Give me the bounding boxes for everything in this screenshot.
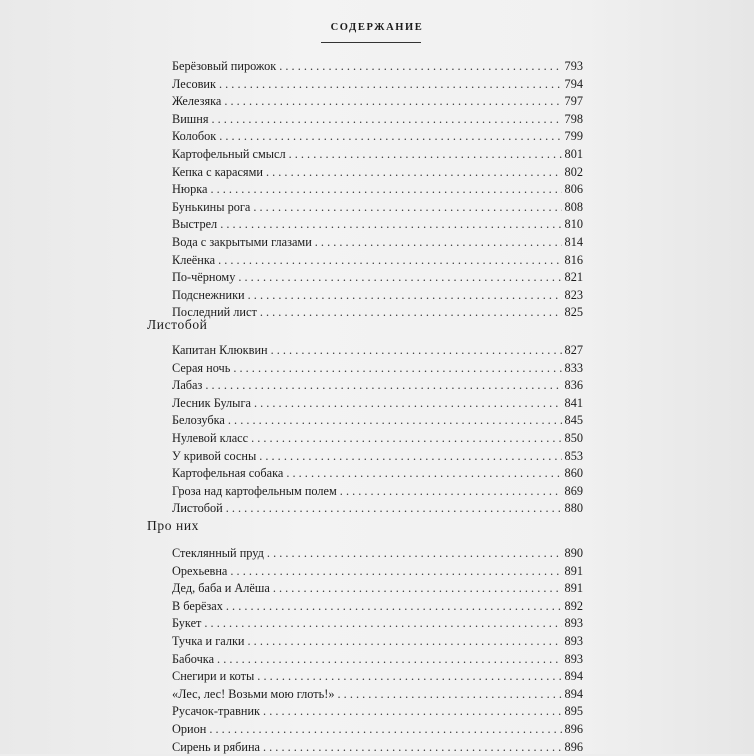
toc-entry: [172, 286, 583, 304]
toc-entry-title: Сирень и рябина: [172, 739, 260, 754]
toc-entry-title: В берёзах: [172, 598, 223, 613]
dot-leader: [248, 286, 562, 304]
toc-entry-title: Железяка: [172, 94, 222, 109]
toc-entry-page-number: 802: [564, 164, 583, 179]
toc-entry: [172, 75, 583, 93]
toc-entry: [172, 597, 583, 615]
toc-entry: [172, 562, 583, 580]
toc-entry-title: Белозубка: [172, 413, 225, 428]
toc-entry-page-number: 814: [564, 235, 583, 249]
dot-leader: [219, 75, 562, 93]
toc-entry-title: Клеёнка: [172, 252, 216, 267]
section-title: Листобой: [147, 317, 208, 332]
toc-entry-page-number: 893: [564, 634, 583, 648]
dot-leader: [338, 685, 562, 703]
toc-entry: [172, 499, 583, 517]
dot-leader: [263, 738, 562, 756]
toc-entry-page-number: 799: [564, 129, 583, 144]
dot-leader: [267, 544, 562, 562]
toc-entry-page-number: 845: [564, 413, 583, 428]
dot-leader: [266, 163, 562, 181]
dot-leader: [273, 579, 562, 597]
dot-leader: [257, 667, 561, 685]
toc-entry: [172, 92, 583, 110]
toc-entry: [172, 341, 583, 359]
toc-entry-page-number: 827: [564, 343, 583, 357]
toc-entry: [172, 145, 583, 163]
toc-entry-title: Лабаз: [172, 378, 203, 393]
dot-leader: [224, 92, 561, 110]
toc-entry-page-number: 890: [564, 546, 583, 560]
dot-leader: [263, 702, 562, 720]
toc-entry: [172, 198, 583, 216]
toc-entry-title: Картофельный смысл: [172, 147, 286, 161]
toc-entry: [172, 411, 583, 429]
toc-entry-page-number: 823: [564, 287, 583, 302]
toc-entry-page-number: 850: [564, 431, 583, 445]
toc-entry: [172, 268, 583, 286]
toc-entry-page-number: 869: [564, 483, 583, 498]
toc-entry: [172, 702, 583, 720]
toc-entry-title: Серая ночь: [172, 360, 231, 375]
toc-entry-title: Кепка с карасями: [172, 164, 263, 179]
toc-entry-title: Капитан Клюквин: [172, 343, 268, 357]
toc-entry: [172, 303, 583, 321]
toc-entry: [172, 614, 583, 632]
dot-leader: [230, 562, 561, 580]
toc-entry-title: Стеклянный пруд: [172, 546, 264, 560]
toc-entry-title: Подснежники: [172, 287, 245, 302]
dot-leader: [226, 597, 562, 615]
toc-entry-page-number: 894: [564, 669, 583, 684]
toc-entry: [172, 57, 583, 75]
toc-entry-title: Тучка и галки: [172, 634, 245, 648]
toc-entry-page-number: 806: [564, 182, 583, 197]
dot-leader: [279, 57, 561, 75]
dot-leader: [238, 268, 561, 286]
toc-entry: [172, 180, 583, 198]
dot-leader: [210, 180, 561, 198]
toc-entry-page-number: 896: [564, 739, 583, 754]
toc-entry-title: Бабочка: [172, 651, 215, 666]
toc-entry-title: Нулевой класс: [172, 431, 249, 445]
toc-entry-title: Вода с закрытыми глазами: [172, 235, 312, 249]
toc-entry-page-number: 821: [564, 270, 583, 285]
dot-leader: [286, 464, 561, 482]
toc-entry-title: Снегири и коты: [172, 669, 255, 684]
toc-entry-page-number: 896: [564, 722, 583, 736]
dot-leader: [260, 303, 562, 321]
toc-entry-page-number: 825: [564, 305, 583, 320]
dot-leader: [226, 499, 562, 517]
dot-leader: [289, 145, 562, 163]
toc-entry-page-number: 810: [564, 217, 583, 232]
toc-entry-page-number: 894: [564, 686, 583, 701]
toc-entry-title: Бунькины рога: [172, 199, 251, 214]
toc-entry-title: «Лес, лес! Возьми мою глоть!»: [172, 686, 335, 701]
dot-leader: [248, 632, 562, 650]
dot-leader: [219, 127, 561, 145]
toc-entry-page-number: 836: [564, 378, 583, 393]
dot-leader: [212, 110, 562, 128]
dot-leader: [218, 251, 561, 269]
toc-entry: [172, 359, 583, 377]
toc-entry-page-number: 880: [564, 501, 583, 516]
toc-entry: [172, 544, 583, 562]
dot-leader: [271, 341, 562, 359]
dot-leader: [228, 411, 562, 429]
toc-entry: [172, 650, 583, 668]
toc-entry-page-number: 798: [564, 111, 583, 126]
toc-entry-page-number: 833: [564, 360, 583, 375]
toc-entry-title: Гроза над картофельным полем: [172, 483, 337, 498]
toc-entry-title: Лесовик: [172, 76, 216, 91]
dot-leader: [251, 429, 561, 447]
toc-entry: [172, 447, 583, 465]
toc-entry: [172, 720, 583, 738]
toc-entry: [172, 579, 583, 597]
toc-entry-page-number: 794: [564, 76, 583, 91]
page-header-title: СОДЕРЖАНИЕ: [330, 22, 424, 33]
toc-entry-title: Выстрел: [172, 217, 218, 232]
toc-entry: [172, 394, 583, 412]
toc-entry: [172, 251, 583, 269]
toc-entry: [172, 215, 583, 233]
toc-entry-title: Листобой: [172, 501, 223, 516]
toc-entry: [172, 163, 583, 181]
toc-entry-page-number: 860: [564, 466, 583, 481]
toc-entry-page-number: 797: [564, 94, 583, 109]
dot-leader: [204, 614, 561, 632]
dot-leader: [259, 447, 561, 465]
toc-entry: [172, 233, 583, 251]
dot-leader: [205, 376, 561, 394]
toc-entry-page-number: 891: [564, 581, 583, 596]
dot-leader: [209, 720, 561, 738]
toc-entry: [172, 376, 583, 394]
toc-entry: [172, 127, 583, 145]
toc-entry-title: Вишня: [172, 111, 209, 126]
toc-entry-title: Орион: [172, 722, 207, 736]
toc-entry-page-number: 895: [564, 704, 583, 719]
toc-entry-page-number: 808: [564, 199, 583, 214]
header-underline: [321, 42, 421, 43]
toc-entry: [172, 632, 583, 650]
toc-entry-page-number: 793: [564, 59, 583, 73]
toc-entry: [172, 667, 583, 685]
toc-entry-page-number: 841: [564, 395, 583, 410]
toc-entry-page-number: 801: [564, 147, 583, 161]
toc-entry-title: Нюрка: [172, 182, 208, 197]
toc-entry-page-number: 893: [564, 651, 583, 666]
dot-leader: [340, 482, 562, 500]
toc-entry-page-number: 891: [564, 563, 583, 578]
toc-entry-title: Дед, баба и Алёша: [172, 581, 270, 596]
toc-entry-title: Лесник Булыга: [172, 395, 251, 410]
toc-entry: [172, 464, 583, 482]
toc-entry-page-number: 892: [564, 598, 583, 613]
toc-entry-page-number: 853: [564, 448, 583, 463]
dot-leader: [233, 359, 561, 377]
toc-entry-page-number: 893: [564, 616, 583, 631]
dot-leader: [253, 198, 561, 216]
toc-entry-title: Орехьевна: [172, 563, 228, 578]
dot-leader: [315, 233, 562, 251]
toc-entry-title: Берёзовый пирожок: [172, 59, 277, 73]
toc-entry-title: Русачок-травник: [172, 704, 261, 719]
dot-leader: [254, 394, 562, 412]
toc-entry: [172, 429, 583, 447]
toc-entry-title: Колобок: [172, 129, 217, 144]
toc-entry-title: Картофельная собака: [172, 466, 284, 481]
toc-entry-title: Последний лист: [172, 305, 257, 320]
toc-entry-title: Букет: [172, 616, 202, 631]
toc-entry-page-number: 816: [564, 252, 583, 267]
toc-entry: [172, 738, 583, 756]
toc-entry-title: По-чёрному: [172, 270, 236, 285]
dot-leader: [220, 215, 561, 233]
dot-leader: [217, 650, 562, 668]
section-title: Про них: [147, 518, 200, 533]
toc-entry-title: У кривой сосны: [172, 448, 257, 463]
toc-entry: [172, 110, 583, 128]
toc-entry: [172, 685, 583, 703]
toc-entry: [172, 482, 583, 500]
